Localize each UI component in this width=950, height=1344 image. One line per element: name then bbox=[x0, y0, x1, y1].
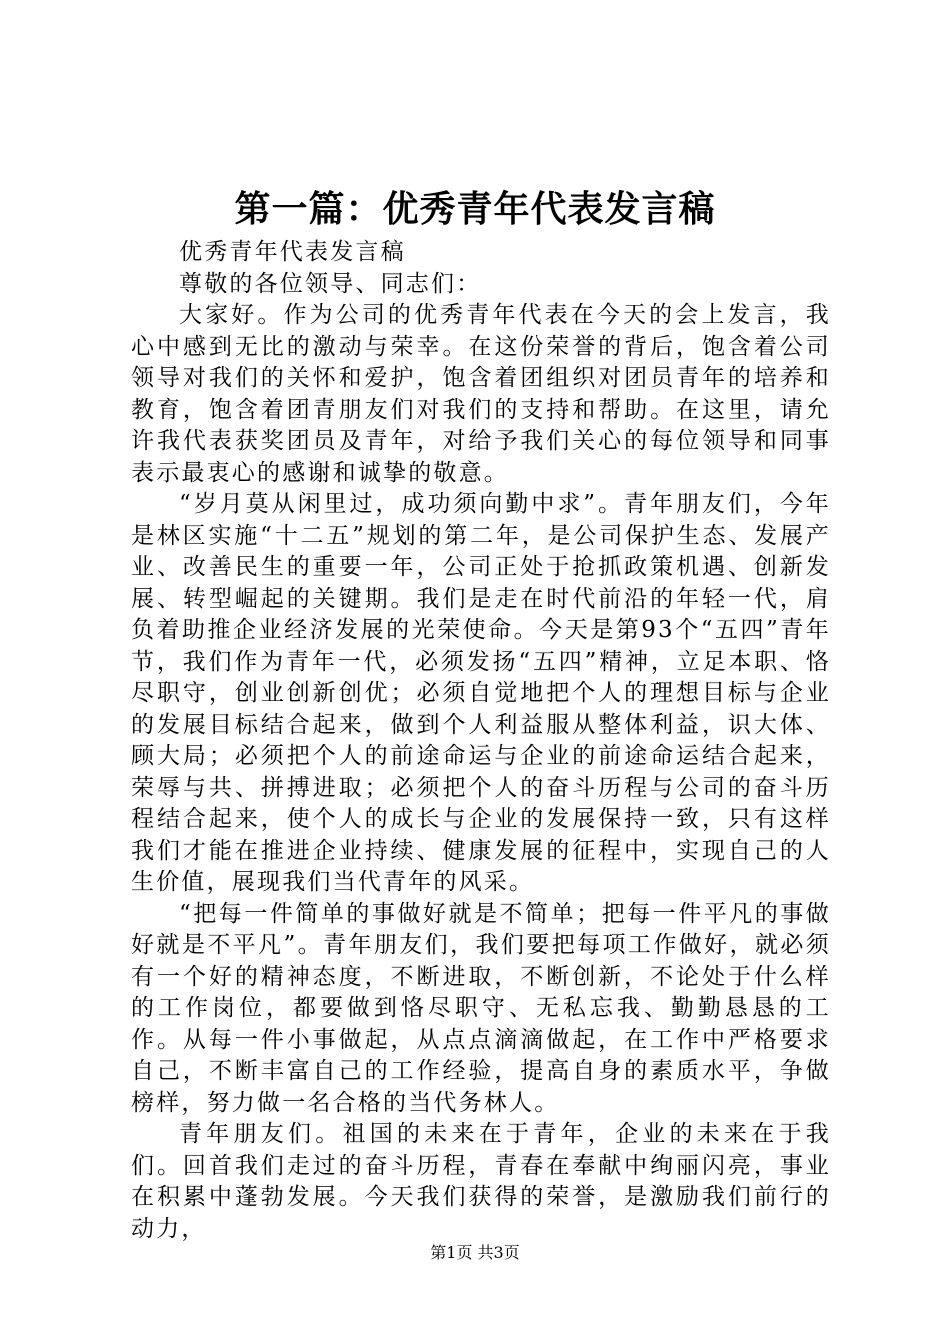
subtitle-paragraph: 优秀青年代表发言稿 bbox=[179, 239, 406, 265]
body-paragraph: “把每一件简单的事做好就是不简单；把每一件平凡的事做好就是不平凡”。青年朋友们，我们要把每项工作做好，就必须有一个好的精神态度，不断进取，不断创新，不论处于什么样的工作岗位，都要做到恪尽职守、无私忘我、勤勤恳恳的工作。从每一件小事做起，从点点滴滴做起，在工作中严格要求自己，不断丰富自己的工作经验，提高自身的素质水平，争做榜样，努力做一名合格的当代务林人。 bbox=[131, 900, 831, 1116]
salutation-paragraph: 尊敬的各位领导、同志们： bbox=[179, 270, 482, 297]
document-title: 第一篇：优秀青年代表发言稿 bbox=[234, 188, 716, 230]
body-paragraph: “岁月莫从闲里过，成功须向勤中求”。青年朋友们，今年是林区实施“十二五”规划的第二年，是公司保护生态、发展产业、改善民生的重要一年，公司正处于抢抓政策机遇、创新发展、转型崛起的关键期。我们是走在时代前沿的年轻一代，肩负着助推企业经济发展的光荣使命。今天是第93个“五四”青年节，我们作为青年一代，必须发扬“五四”精神，立足本职、恪尽职守，创业创新创优；必须自觉地把个人的理想目标与企业的发展目标结合起来，做到个人利益服从整体利益，识大体、顾大局；必须把个人的前途命运与企业的前途命运结合起来，荣辱与共、拼搏进取；必须把个人的奋斗历程与公司的奋斗历程结合起来，使个人的成长与企业的发展保持一致，只有这样我们才能在推进企业持续、健康发展的征程中，实现自己的人生价值，展现我们当代青年的风采。 bbox=[131, 491, 831, 895]
page-number-footer: 第1页 共3页 bbox=[430, 1243, 520, 1262]
document-body bbox=[131, 237, 831, 1245]
body-paragraph: 大家好。作为公司的优秀青年代表在今天的会上发言，我心中感到无比的激动与荣幸。在这份荣誉的背后，饱含着公司领导对我们的关怀和爱护，饱含着团组织对团员青年的培养和教育，饱含着团青朋友们对我们的支持和帮助。在这里，请允许我代表获奖团员及青年，对给予我们关心的每位领导和同事表示最衷心的感谢和诚挚的敬意。 bbox=[131, 302, 831, 486]
body-paragraph: 青年朋友们。祖国的未来在于青年，企业的未来在于我们。回首我们走过的奋斗历程，青春在奉献中绚丽闪亮，事业在积累中蓬勃发展。今天我们获得的荣誉，是激励我们前行的动力， bbox=[131, 1121, 831, 1242]
